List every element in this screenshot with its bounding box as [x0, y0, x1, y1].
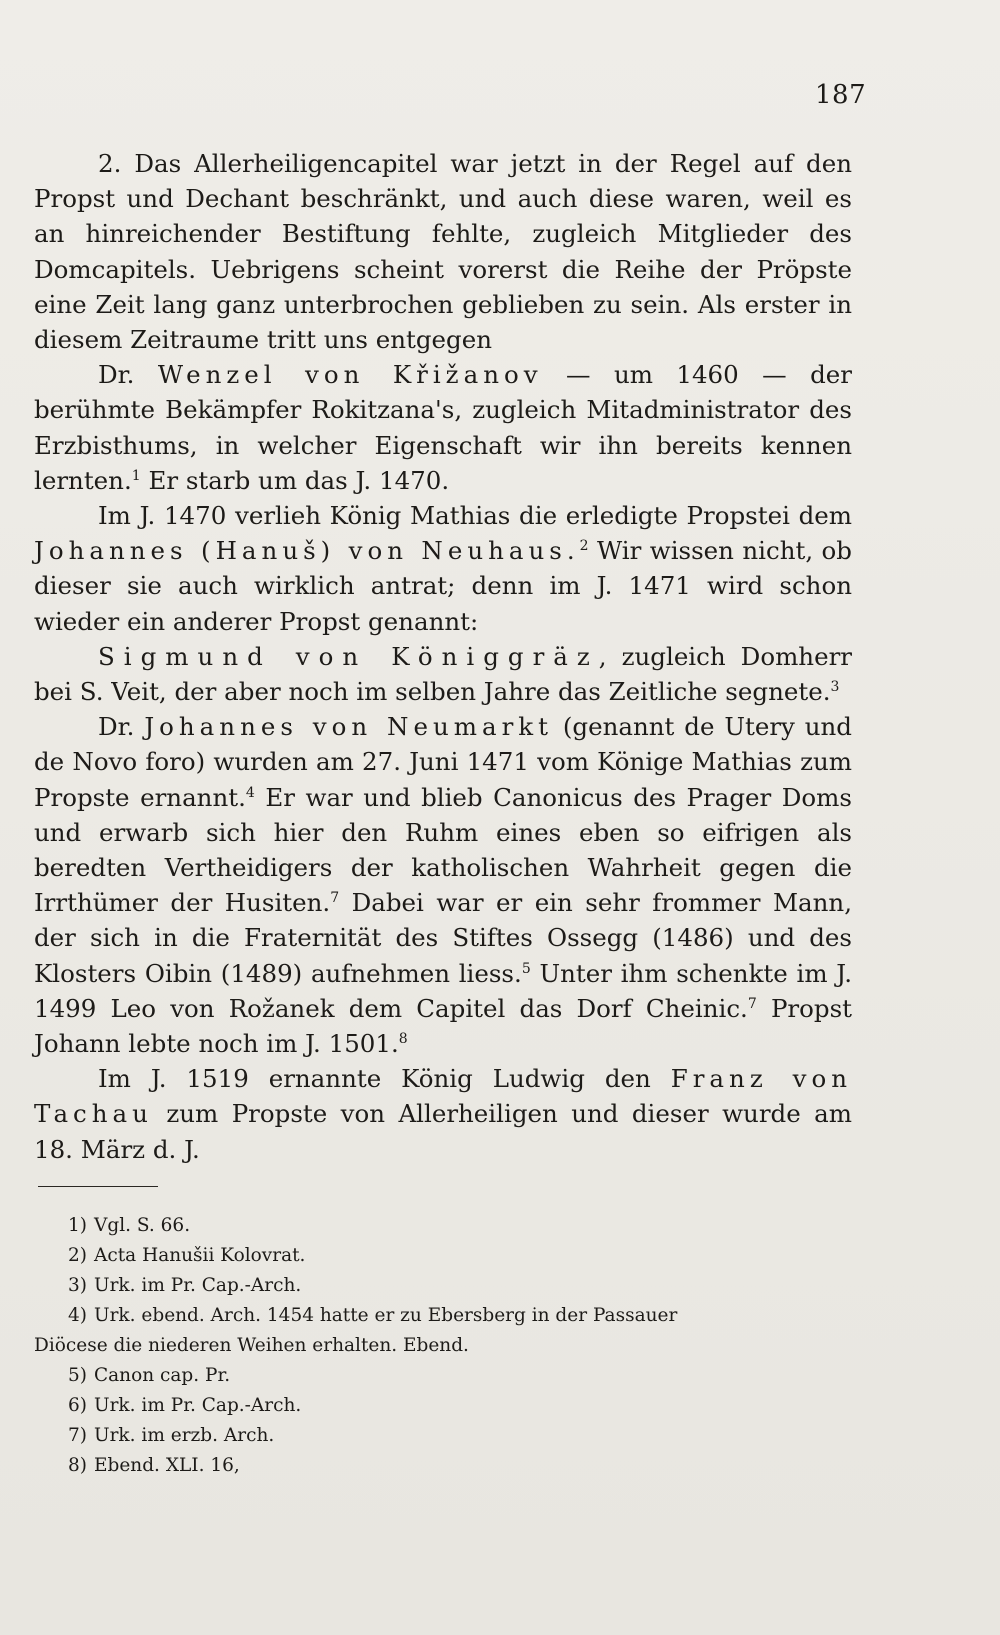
paragraph-6-text-a: Im J. 1519 ernannte König Ludwig den [98, 1064, 671, 1094]
person-name-johannes-neuhaus: Johannes (Hanuš) von Neuhaus. [34, 536, 580, 566]
footnote-4 [34, 1301, 852, 1331]
paragraph-1 [34, 146, 852, 357]
footnote-divider [38, 1186, 158, 1187]
footnote-5 [34, 1361, 852, 1391]
paragraph-5-text-a: (genannt de Utery und de Novo foro) wurden am 27. Juni 1471 vom Könige Mathias zum Propste ernannt. [34, 712, 852, 812]
footnote-3 [34, 1271, 852, 1301]
footnote-ref: 1 [131, 467, 141, 484]
footnote-ref: 3 [830, 678, 840, 695]
main-text [34, 146, 852, 1167]
page-number: 187 [815, 80, 867, 110]
footnote-4-continuation [34, 1331, 852, 1361]
paragraph-2-prefix: Dr. [98, 360, 158, 390]
footnotes [34, 1211, 852, 1481]
footnote-text: Diöcese die niederen Weihen erhalten. Ebend. [34, 1335, 469, 1356]
footnote-ref: 7 [330, 890, 340, 907]
footnote-8 [34, 1451, 852, 1481]
paragraph-4-text: , zugleich Domherr bei S. Veit, der aber noch im selben Jahre das Zeitliche segnete. [34, 641, 852, 707]
paragraph-6-text-b: zum Propste von Allerheiligen und dieser wurde am 18. März d. J. [34, 1099, 852, 1164]
footnote-2 [34, 1241, 852, 1271]
paragraph-3 [34, 498, 852, 639]
footnote-ref: 4 [245, 784, 255, 801]
paragraph-2-text: — um 1460 — der berühmte Bekämpfer Rokitzana's, zugleich Mitadministrator des Erzbisthums, in welcher Eigenschaft wir ihn bereits kennen lernten. [34, 360, 852, 495]
paragraph-5 [34, 709, 852, 1061]
paragraph-5-prefix: Dr. [98, 712, 145, 742]
paragraph-2-text-b: Er starb um das J. 1470. [140, 465, 450, 495]
person-name-franz-tachau: Franz von Tachau [34, 1064, 853, 1129]
footnote-mark: 6) [68, 1395, 87, 1416]
paragraph-5-text-b: Er war und blieb Canonicus des Prager Doms und erwarb sich hier den Ruhm eines eben so eifrigen als beredten Vertheidigers der katholischen Wahrheit gegen die Irrthümer der Husiten. [34, 782, 852, 918]
footnote-1 [34, 1211, 852, 1241]
footnote-text: Acta Hanušii Kolovrat. [94, 1245, 306, 1266]
footnote-mark: 8) [68, 1455, 87, 1476]
person-name-sigmund: Sigmund von Königgräz [98, 641, 599, 671]
footnote-mark: 5) [68, 1365, 87, 1386]
paragraph-6 [34, 1061, 852, 1167]
paragraph-1-text: 2. Das Allerheiligencapitel war jetzt in der Regel auf den Propst und Dechant beschränkt, und auch diese waren, weil es an hinreichender Bestiftung fehlte, zugleich Mitglieder des Domcapitels. Uebrigens scheint vorerst die Reihe der Pröpste eine Zeit lang ganz unterbrochen geblieben zu sein. Als erster in diesem Zeitraume tritt uns entgegen [34, 149, 852, 355]
footnote-ref: 5 [521, 960, 531, 977]
paragraph-5-text-c: Dabei war er ein sehr frommer Mann, der sich in die Fraternität des Stiftes Ossegg (1486) und des Klosters Oibin (1489) aufnehmen liess. [34, 888, 852, 988]
footnote-text: Urk. im Pr. Cap.-Arch. [94, 1275, 302, 1296]
paragraph-3-text-b: Wir wissen nicht, ob dieser sie auch wirklich antrat; denn im J. 1471 wird schon wieder ein anderer Propst genannt: [34, 536, 852, 636]
footnote-text: Ebend. XLI. 16, [94, 1455, 240, 1476]
paragraph-3-text-a: Im J. 1470 verlieh König Mathias die erledigte Propstei dem [98, 501, 852, 531]
footnote-text: Urk. ebend. Arch. 1454 hatte er zu Ebersberg in der Passauer [94, 1305, 678, 1326]
footnote-mark: 3) [68, 1275, 87, 1296]
footnote-mark: 7) [68, 1425, 87, 1446]
footnote-ref: 2 [579, 538, 589, 555]
footnote-mark: 1) [68, 1215, 87, 1236]
footnote-ref: 8 [398, 1030, 408, 1047]
person-name-wenzel: Wenzel von Křižanov [157, 360, 543, 390]
footnote-text: Urk. im Pr. Cap.-Arch. [94, 1395, 302, 1416]
paragraph-5-text-d: Unter ihm schenkte im J. 1499 Leo von Rožanek dem Capitel das Dorf Cheinic. [34, 958, 852, 1023]
paragraph-5-text-e: Propst Johann lebte noch im J. 1501. [34, 993, 852, 1059]
footnote-text: Canon cap. Pr. [94, 1365, 231, 1386]
footnote-mark: 2) [68, 1245, 87, 1266]
paragraph-4 [34, 639, 852, 709]
footnote-text: Vgl. S. 66. [94, 1215, 191, 1236]
person-name-johannes-neumarkt: Johannes von Neumarkt [144, 712, 553, 742]
footnote-ref: 7 [747, 995, 757, 1012]
footnote-text: Urk. im erzb. Arch. [94, 1425, 275, 1446]
footnote-mark: 4) [68, 1305, 87, 1326]
footnote-7 [34, 1421, 852, 1451]
paragraph-2 [34, 357, 852, 498]
footnote-6 [34, 1391, 852, 1421]
